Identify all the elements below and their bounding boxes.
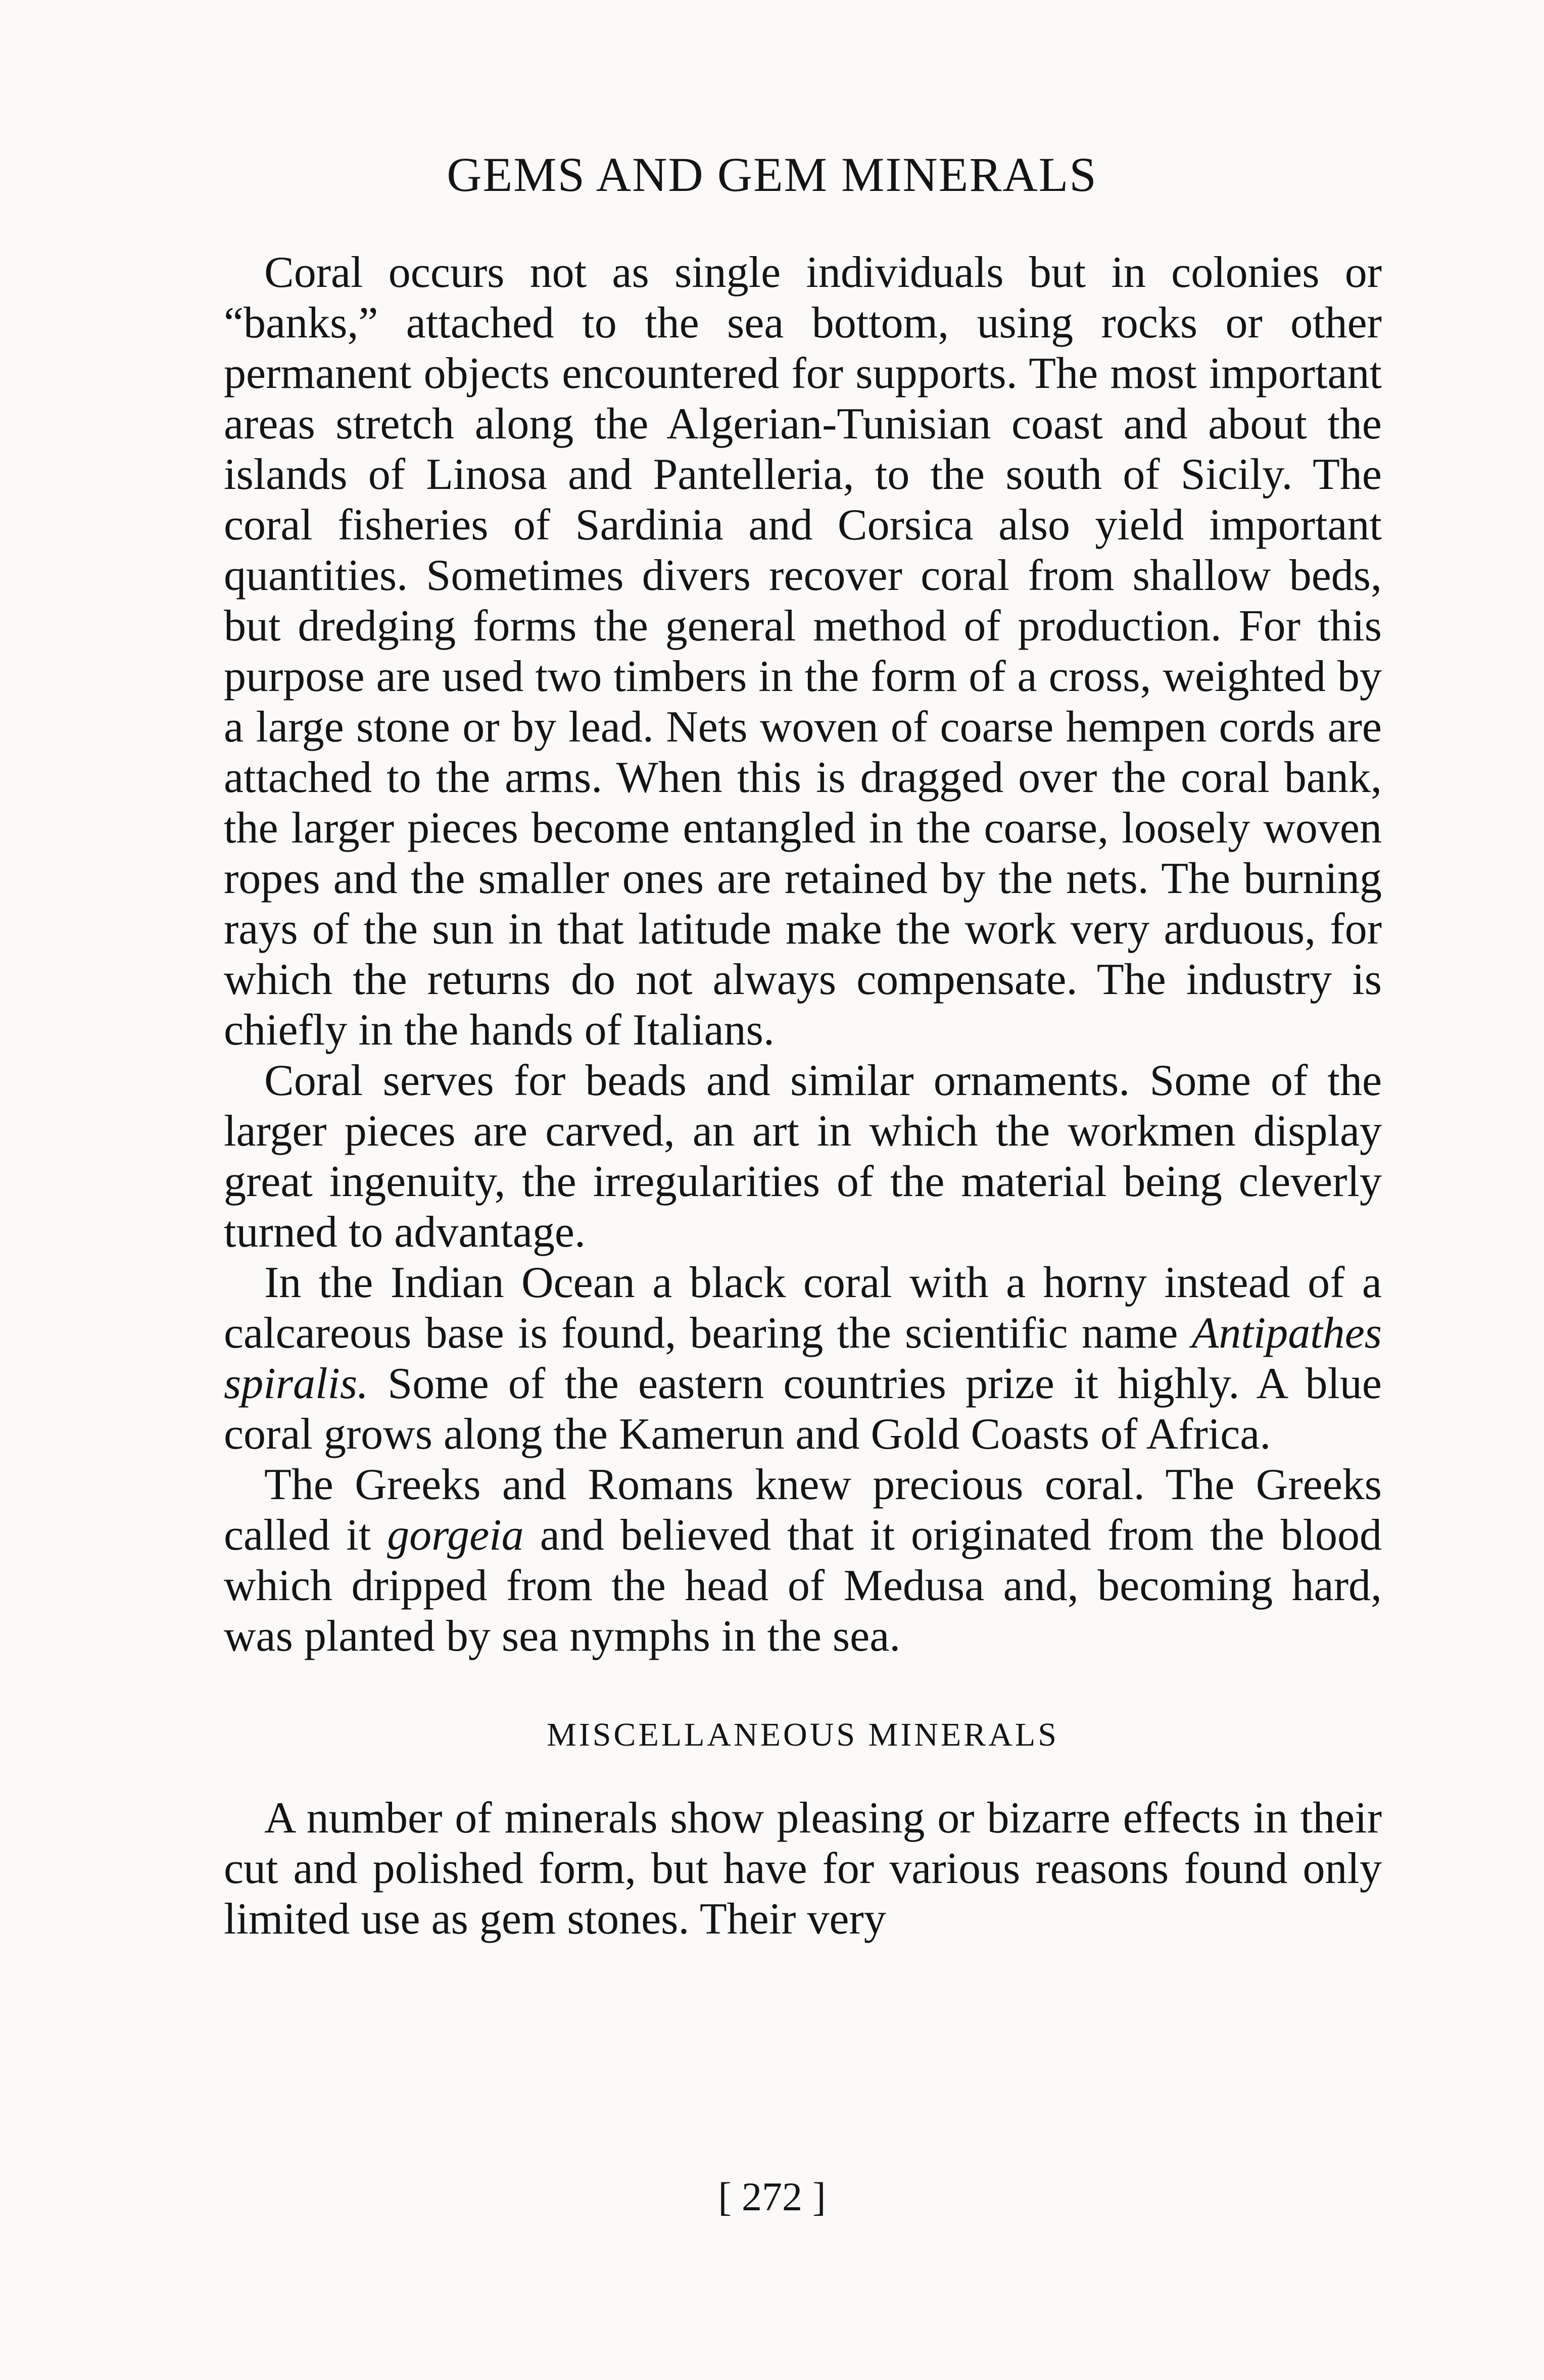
section-title: MISCELLANEOUS MINERALS xyxy=(547,1716,1059,1753)
paragraph-misc-minerals: A number of minerals show pleasing or bizarre effects in their cut and polished form, but have for various reasons found only limited use as gem stones. Their very xyxy=(224,1794,1382,1944)
paragraph-coral-uses: Coral serves for beads and similar ornaments. Some of the larger pieces are carved, an art in which the workmen display great ingenuity, the irregularities of the material being cleverly turned to advantage. xyxy=(224,1056,1382,1257)
paragraph-text: and believed that it originated from the blood which dripped from the head of Medusa and, becoming hard, was planted by sea nymphs in the sea. xyxy=(224,1511,1382,1661)
page-number: [ 272 ] xyxy=(718,2175,826,2219)
paragraph-black-coral xyxy=(224,1258,1382,1460)
body-text xyxy=(224,247,1382,1945)
paragraph-coral-colonies: Coral occurs not as single individuals but in colonies or “banks,” attached to the sea bottom, using rocks or other permanent objects encountered for supports. The most important areas stretch along the Algerian-Tunisian coast and about the islands of Linosa and Pantelleria, to the south of Sicily. The coral fisheries of Sardinia and Corsica also yield important quantities. Sometimes divers recover coral from shallow beds, but dredging forms the general method of production. For this purpose are used two timbers in the form of a cross, weighted by a large stone or by lead. Nets woven of coarse hempen cords are attached to the arms. When this is dragged over the coral bank, the larger pieces become entangled in the coarse, loosely woven ropes and the smaller ones are retained by the nets. The burning rays of the sun in that latitude make the work very arduous, for which the returns do not always compensate. The industry is chiefly in the hands of Italians. xyxy=(224,248,1382,1055)
paragraph-greeks-romans xyxy=(224,1460,1382,1662)
species-name: Antipathes spiralis. xyxy=(224,1309,1382,1408)
paragraph-text: Some of the eastern countries prize it highly. A blue coral grows along the Kamerun and Gold Coasts of Africa. xyxy=(224,1359,1382,1459)
greek-term: gorgeia xyxy=(387,1511,524,1560)
running-head: GEMS AND GEM MINERALS xyxy=(447,147,1097,202)
paragraph-text: The Greeks and Romans knew precious coral. The Greeks called it xyxy=(224,1460,1382,1560)
paragraph-text: In the Indian Ocean a black coral with a horny instead of a calcareous base is found, bearing the scientific name xyxy=(224,1258,1382,1358)
